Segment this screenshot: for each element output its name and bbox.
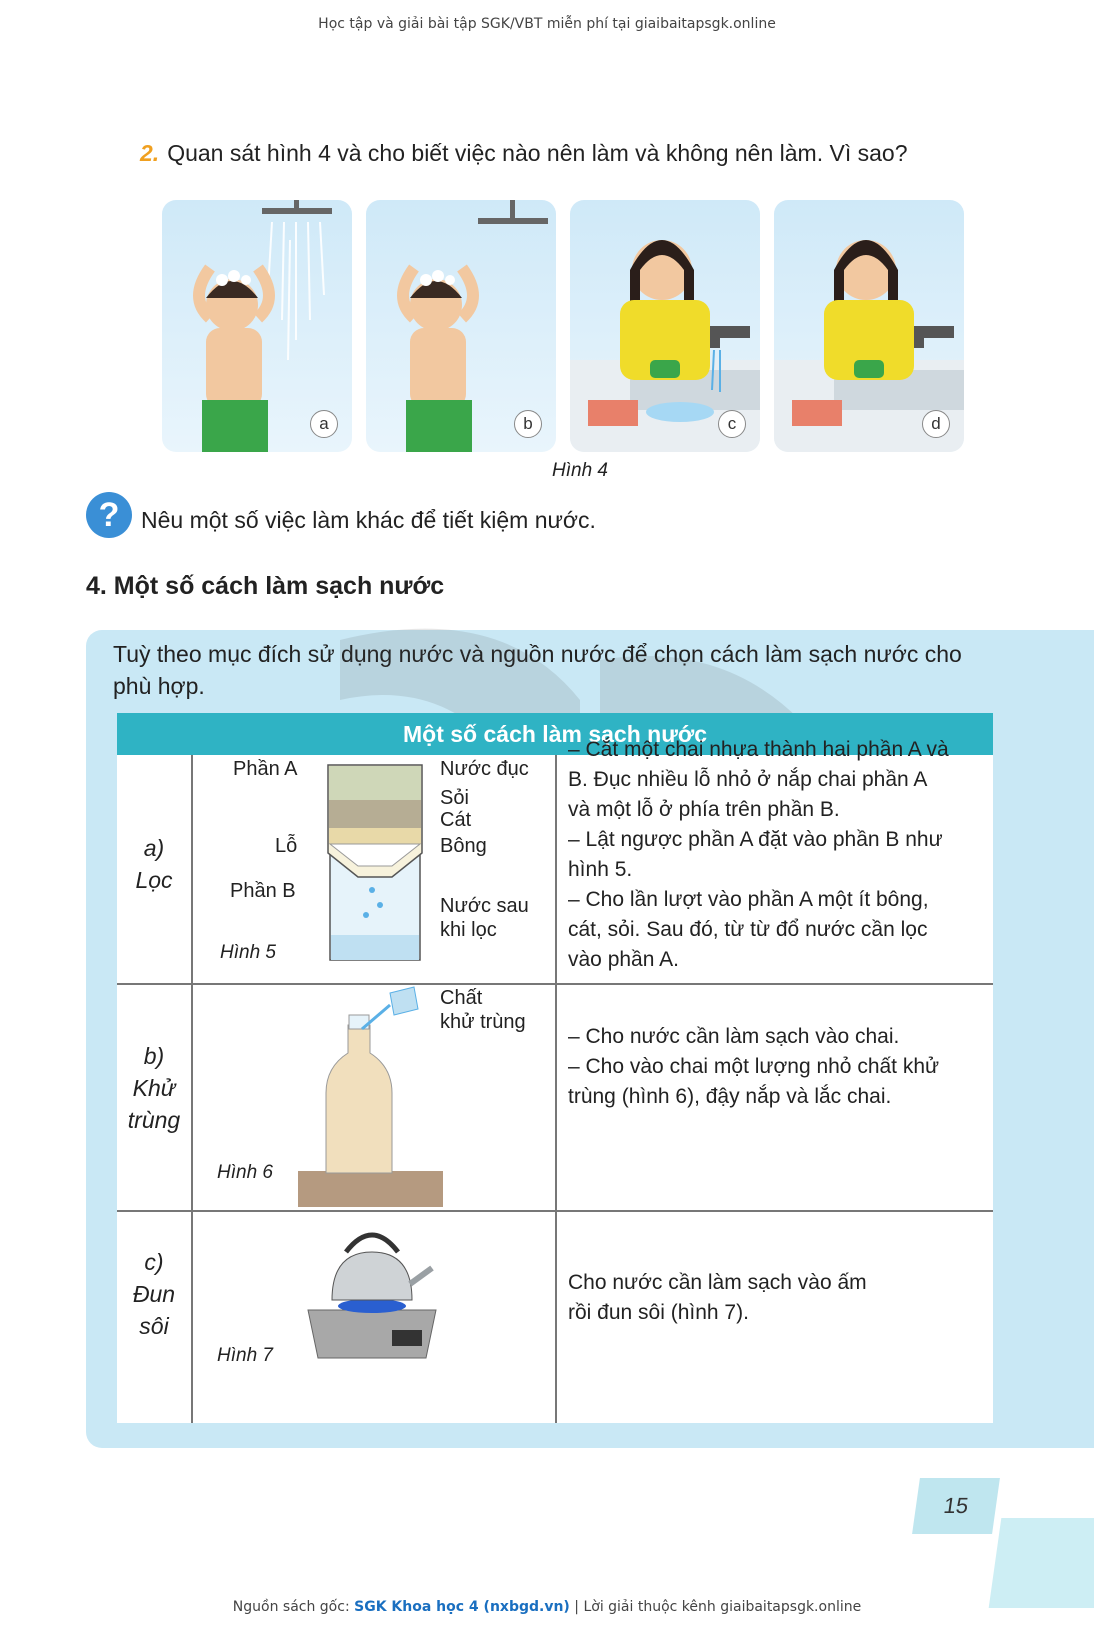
panel-label-a: a <box>310 410 338 438</box>
row-a-steps: – Cắt một chai nhựa thành hai phần A và B. Đục nhiều lỗ nhỏ ở nắp chai phần A và một lỗ ở phía trên phần B. – Lật ngược phần A đặt vào phần B như hình 5. – Cho lần lượt vào phần A một ít bông, cát, sỏi. Sau đó, từ từ đổ nước cần lọc vào phần A. <box>568 738 949 971</box>
panel-label-c: c <box>718 410 746 438</box>
figure6-caption: Hình 6 <box>217 1162 273 1183</box>
table-divider <box>191 755 193 1423</box>
question-bubble-icon: ? <box>86 492 132 538</box>
disinfect-bottle-illustration <box>298 985 443 1207</box>
figure4-caption: Hình 4 <box>552 460 608 481</box>
label-hole: Lỗ <box>275 835 298 857</box>
label-gravel: Sỏi <box>440 787 469 809</box>
table-divider <box>555 755 557 1423</box>
panel-label-b: b <box>514 410 542 438</box>
table-row-divider <box>117 1210 993 1212</box>
table-row-divider <box>117 983 993 985</box>
row-b-steps: – Cho nước cần làm sạch vào chai. – Cho vào chai một lượng nhỏ chất khử trùng (hình 6), đậy nắp và lắc chai. <box>568 1025 940 1108</box>
label-dirty-water: Nước đục <box>440 758 529 780</box>
figure4-panel-c <box>570 200 760 452</box>
label-disinfectant: Chất <box>440 987 483 1009</box>
figure4-panel-d <box>774 200 964 452</box>
question-2 <box>140 140 908 167</box>
question-number: 2. <box>140 140 160 166</box>
question-text: Quan sát hình 4 và cho biết việc nào nên làm và không nên làm. Vì sao? <box>167 140 908 166</box>
page-corner-decoration <box>989 1518 1094 1608</box>
kettle-on-stove-illustration <box>302 1222 442 1364</box>
label-disinfectant-2: khử trùng <box>440 1011 526 1033</box>
intro-text: Tuỳ theo mục đích sử dụng nước và nguồn nước để chọn cách làm sạch nước cho phù hợp. <box>113 641 962 699</box>
row-c-label: c) Đun sôi <box>132 1249 176 1339</box>
table-header: Một số cách làm sạch nước <box>117 713 993 755</box>
label-filtered-water-2: khi lọc <box>440 919 497 941</box>
row-c-steps: Cho nước cần làm sạch vào ấm rồi đun sôi (hình 7). <box>568 1271 867 1324</box>
label-filtered-water: Nước sau <box>440 895 529 917</box>
label-cotton: Bông <box>440 835 487 857</box>
figure7-caption: Hình 7 <box>217 1345 273 1366</box>
extra-question-text: Nêu một số việc làm khác để tiết kiệm nước. <box>141 507 596 533</box>
label-sand: Cát <box>440 809 472 831</box>
row-b-label: b) Khử trùng <box>127 1043 181 1133</box>
footer-source: Nguồn sách gốc: SGK Khoa học 4 (nxbgd.vn) | Lời giải thuộc kênh giaibaitapsgk.online <box>232 1599 862 1615</box>
figure4-panel-b <box>366 200 556 452</box>
filter-bottle-diagram <box>300 760 440 970</box>
page-number: 15 <box>912 1478 1000 1534</box>
label-part-a: Phần A <box>233 758 298 780</box>
label-part-b: Phần B <box>230 880 296 902</box>
section-heading: 4. Một số cách làm sạch nước <box>86 572 445 600</box>
top-source-note: Học tập và giải bài tập SGK/VBT miễn phí tại giaibaitapsgk.online <box>318 16 776 32</box>
footer-book-link[interactable]: SGK Khoa học 4 (nxbgd.vn) <box>354 1599 570 1615</box>
figure4-panel-a <box>162 200 352 452</box>
figure5-caption: Hình 5 <box>220 942 276 963</box>
panel-label-d: d <box>922 410 950 438</box>
row-a-label: a) Lọc <box>135 835 173 893</box>
